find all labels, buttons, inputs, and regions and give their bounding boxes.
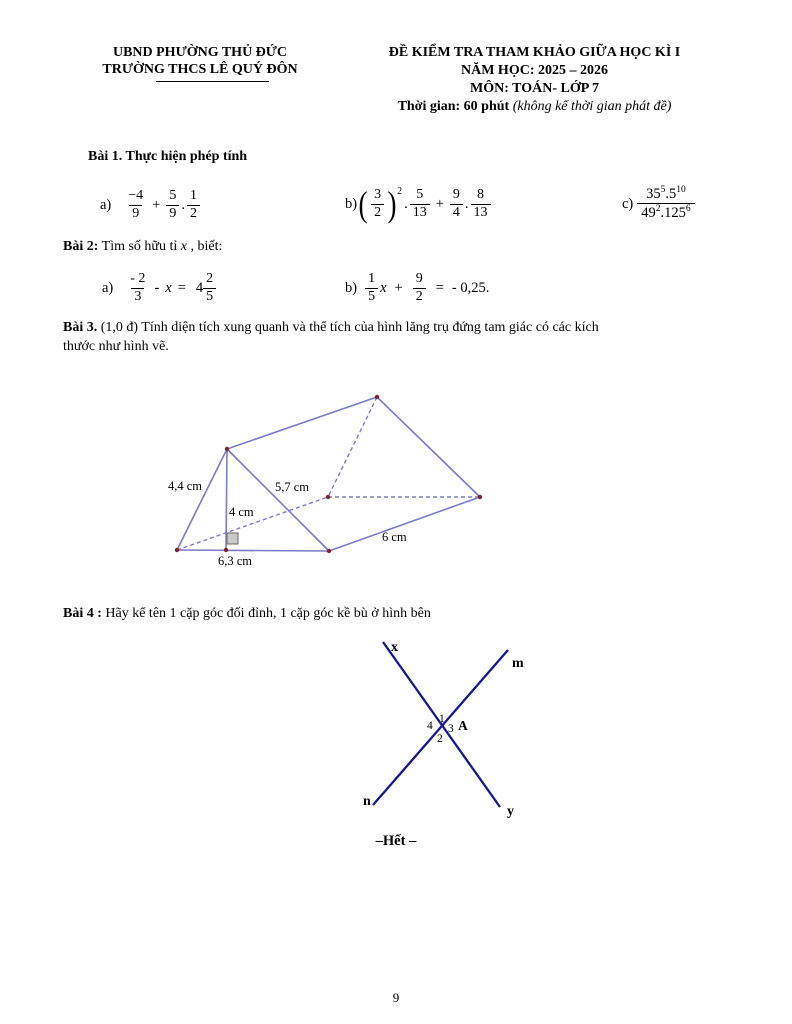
ex2-item-b: [345, 262, 489, 314]
vertex-dot: [327, 549, 331, 553]
page-number: 9: [392, 990, 400, 1005]
numerator: 5: [169, 188, 177, 204]
angle-number-1: 1: [439, 713, 445, 725]
line-mn: [373, 650, 508, 805]
ex2-heading: [63, 239, 222, 255]
fraction: [125, 188, 146, 221]
numerator: 3: [374, 187, 382, 203]
ray-label-y: y: [507, 804, 514, 819]
exam-time-line: [362, 98, 707, 116]
ex2-a-label: a): [102, 279, 114, 296]
numerator: 9: [452, 187, 460, 203]
header-exam-title: [362, 44, 707, 116]
fraction: [365, 271, 378, 304]
power-group: ( $\frac{3}{2}$ ) 2: [358, 184, 403, 224]
base: 125: [664, 205, 686, 221]
numerator: 1: [368, 271, 376, 287]
ex2-heading-end: , biết:: [187, 239, 223, 254]
plus-operator: +: [435, 195, 444, 212]
fraction: [413, 271, 426, 304]
ex1-item-b: [345, 174, 493, 234]
header-organization: [70, 44, 330, 82]
crossing-lines-figure: [340, 632, 560, 822]
minus-operator: -: [154, 279, 160, 296]
fraction: [371, 187, 384, 220]
vertex-dot: [326, 495, 330, 499]
prism-edge: [377, 397, 480, 497]
prism-edge: [177, 550, 329, 551]
dimension-label-63: 6,3 cm: [218, 554, 253, 568]
fraction: [166, 188, 179, 221]
denominator: 2: [187, 205, 200, 222]
denominator: 4: [450, 204, 463, 221]
numerator: 8: [477, 187, 485, 203]
angle-number-3: 3: [448, 723, 454, 735]
ex3-heading-bold: Bài 3.: [63, 320, 98, 335]
numerator: 5: [416, 187, 424, 203]
rhs-value: - 0,25.: [451, 279, 490, 296]
ex4-heading-bold: Bài 4 :: [63, 606, 102, 621]
denominator: 13: [410, 204, 430, 221]
exponent: 6: [685, 204, 691, 214]
vertex-dot: [224, 548, 228, 552]
numerator: - 2: [130, 271, 146, 287]
denominator: 5: [203, 288, 216, 305]
fraction: [450, 187, 463, 220]
prism-edge: [227, 397, 377, 449]
ray-label-n: n: [363, 794, 371, 809]
base: 49: [641, 205, 656, 221]
exponent: 5: [660, 184, 666, 195]
ex4-heading: [63, 606, 431, 622]
ex1-heading: Bài 1. Thực hiện phép tính: [88, 149, 248, 164]
exam-time-note: (không kể thời gian phát đề): [512, 99, 672, 114]
numerator: −4: [128, 188, 144, 204]
vertex-dot: [175, 548, 179, 552]
ex1-b-label: b): [345, 195, 358, 212]
ex2-heading-text: Tìm số hữu tỉ: [98, 239, 181, 254]
multiply-dot: .: [181, 196, 185, 213]
fraction: [187, 188, 200, 221]
variable-x: x: [380, 279, 387, 296]
denominator: 9: [166, 205, 179, 222]
numerator: 2: [206, 271, 214, 287]
exam-time-bold: Thời gian: 60 phút: [397, 99, 510, 114]
power-fraction: [637, 186, 694, 223]
denominator: 3: [131, 288, 144, 305]
fraction: [471, 187, 491, 220]
ex2-heading-bold: Bài 2:: [63, 239, 99, 254]
angle-number-2: 2: [437, 733, 443, 745]
fraction: [410, 187, 430, 220]
ex1-item-c: [622, 176, 695, 232]
multiply-dot: .: [665, 185, 670, 202]
vertex-dot: [225, 447, 229, 451]
base: 5: [669, 185, 677, 202]
exponent: 2: [397, 186, 403, 198]
multiply-dot: .: [464, 195, 469, 212]
fraction: [203, 271, 216, 304]
ex3-text-line1: (1,0 đ) Tính diện tích xung quanh và thể tích của hình lăng trụ đứng tam giác có các kích: [97, 320, 599, 335]
plus-operator: +: [394, 279, 403, 296]
dimension-label-4: 4 cm: [229, 505, 254, 519]
multiply-dot: .: [660, 205, 665, 221]
denominator: 2: [371, 204, 384, 221]
whole-number: 4: [195, 279, 204, 296]
ex3-text-line2: thước như hình vẽ.: [63, 339, 169, 354]
ex2-b-label: b): [345, 279, 358, 296]
exam-title-line2: NĂM HỌC: 2025 – 2026: [461, 63, 608, 78]
ray-label-x: x: [391, 640, 398, 655]
prism-edge: [227, 449, 329, 551]
org-name-line2: TRƯỜNG THCS LÊ QUÝ ĐÔN: [102, 62, 298, 77]
plus-operator: +: [152, 196, 161, 213]
right-angle-marker: [227, 533, 238, 544]
denominator: 9: [129, 205, 142, 222]
ex4-heading-text: Hãy kể tên 1 cặp góc đối đỉnh, 1 cặp góc kề bù ở hình bên: [101, 606, 431, 621]
ex1-a-label: a): [100, 196, 112, 213]
numerator: [642, 186, 690, 203]
dimension-label-6: 6 cm: [382, 530, 407, 544]
end-mark: –Hết –: [375, 833, 417, 849]
numerator: 1: [189, 188, 197, 204]
exponent: 10: [676, 184, 686, 195]
variable-x: x: [165, 279, 172, 296]
ex1-c-label: c): [622, 195, 634, 212]
fraction: [127, 271, 148, 304]
denominator: [637, 203, 694, 222]
denominator: 13: [471, 204, 491, 221]
denominator: 2: [413, 288, 426, 305]
prism-figure: [150, 383, 510, 583]
exam-title-line3: MÔN: TOÁN- LỚP 7: [470, 81, 599, 96]
point-label-A: A: [458, 718, 468, 733]
ex3-paragraph: [63, 318, 733, 356]
numerator: 9: [415, 271, 423, 287]
denominator: 5: [365, 288, 378, 305]
exam-title-line1: ĐỀ KIỂM TRA THAM KHẢO GIỮA HỌC KÌ I: [388, 45, 681, 60]
dimension-label-57: 5,7 cm: [275, 480, 310, 494]
angle-number-4: 4: [427, 720, 433, 732]
header-underline: [156, 81, 269, 82]
multiply-dot: .: [404, 195, 408, 212]
ex2-heading-variable: x: [180, 239, 188, 254]
ray-label-m: m: [512, 656, 524, 671]
base: 35: [646, 185, 661, 202]
exponent: 2: [655, 204, 661, 214]
ex1-item-a: [100, 178, 202, 232]
dimension-label-44: 4,4 cm: [168, 479, 203, 493]
vertex-dot: [478, 495, 482, 499]
vertex-dot: [375, 395, 379, 399]
org-name-line1: UBND PHƯỜNG THỦ ĐỨC: [112, 45, 288, 60]
equals-sign: =: [435, 279, 444, 296]
ex2-item-a: [102, 262, 218, 314]
equals-sign: =: [177, 279, 186, 296]
